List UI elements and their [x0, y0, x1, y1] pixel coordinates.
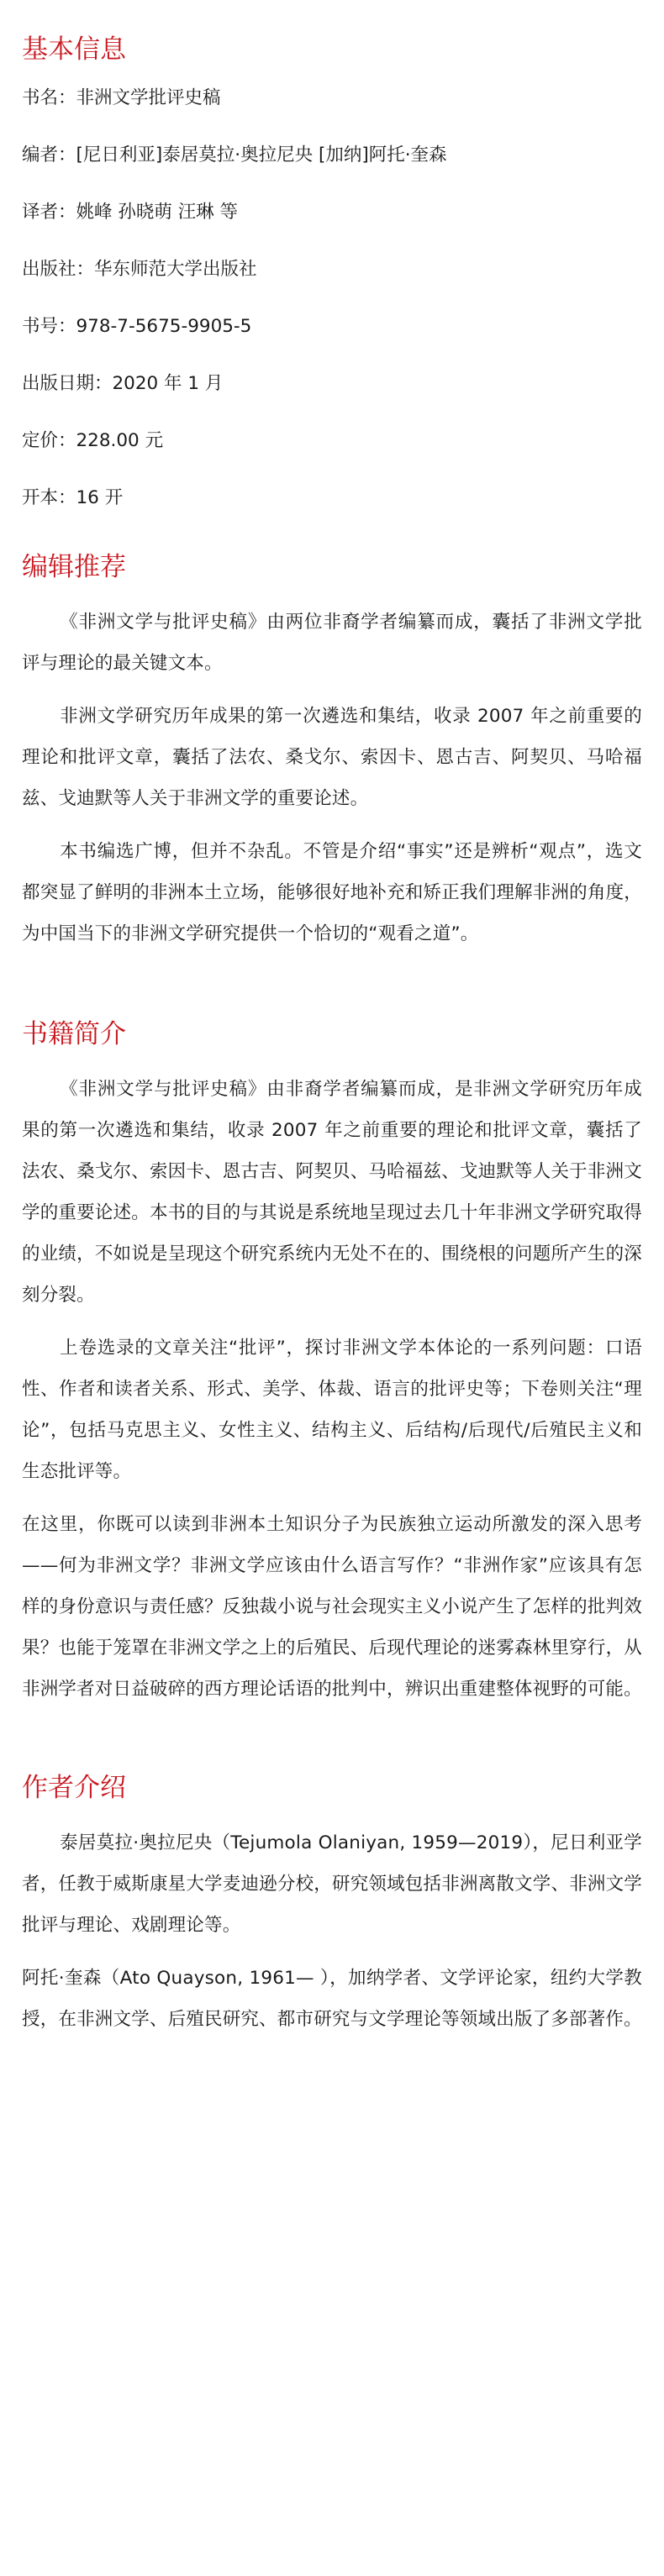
book-summary-heading: 书籍简介 [22, 1019, 126, 1049]
author-intro-section [22, 1769, 642, 2040]
book-summary-section [22, 1015, 642, 1710]
info-format: 开本：16 开 [22, 487, 124, 508]
info-editors: 编者：[尼日利亚]泰居莫拉·奥拉尼央 [加纳]阿托·奎森 [22, 145, 447, 166]
editor-recommendation-section [22, 548, 642, 954]
info-translators: 译者：姚峰 孙晓萌 汪琳 等 [22, 202, 239, 223]
book-summary-body [22, 1069, 642, 1710]
basic-info-heading: 基本信息 [22, 34, 126, 65]
info-publish-date: 出版日期：2020 年 1 月 [22, 373, 224, 394]
editor-paragraph-1: 《非洲文学与批评史稿》由两位非裔学者编纂而成，囊括了非洲文学批评与理论的最关键文本。 [22, 612, 642, 674]
author-intro-heading: 作者介绍 [22, 1773, 126, 1803]
summary-paragraph-3: 在这里，你既可以读到非洲本土知识分子为民族独立运动所激发的深入思考——何为非洲文学？非洲文学应该由什么语言写作？“非洲作家”应该具有怎样的身份意识与责任感？反独裁小说与社会现实主义小说产生了怎样的批判效果？也能于笼罩在非洲文学之上的后殖民、后现代理论的迷雾森林里穿行，从非洲学者对日益破碎的西方理论话语的批判中，辨识出重建整体视野的可能。 [22, 1514, 642, 1700]
basic-info-list [22, 86, 642, 511]
info-price: 定价：228.00 元 [22, 430, 164, 451]
author-intro-body [22, 1822, 642, 2040]
summary-paragraph-1: 《非洲文学与批评史稿》由非裔学者编纂而成，是非洲文学研究历年成果的第一次遴选和集结，收录 2007 年之前重要的理论和批评文章，囊括了法农、桑戈尔、索因卡、恩古吉、阿契贝、马哈福兹、戈迪默等人关于非洲文学的重要论述。本书的目的与其说是系统地呈现过去几十年非洲文学研究取得的业绩，不如说是呈现这个研究系统内无处不在的、围绕根的问题所产生的深刻分裂。 [22, 1079, 642, 1306]
info-isbn: 书号：978-7-5675-9905-5 [22, 316, 252, 337]
editor-recommendation-body [22, 602, 642, 954]
editor-recommendation-heading: 编辑推荐 [22, 552, 126, 582]
editor-paragraph-2: 非洲文学研究历年成果的第一次遴选和集结，收录 2007 年之前重要的理论和批评文章，囊括了法农、桑戈尔、索因卡、恩古吉、阿契贝、马哈福兹、戈迪默等人关于非洲文学的重要论述。 [22, 706, 642, 809]
basic-info-section [22, 30, 642, 511]
summary-paragraph-2: 上卷选录的文章关注“批评”，探讨非洲文学本体论的一系列问题：口语性、作者和读者关系、形式、美学、体裁、语言的批评史等；下卷则关注“理论”，包括马克思主义、女性主义、结构主义、后结构/后现代/后殖民主义和生态批评等。 [22, 1338, 642, 1482]
editor-paragraph-3: 本书编选广博，但并不杂乱。不管是介绍“事实”还是辨析“观点”，选文都突显了鲜明的非洲本土立场，能够很好地补充和矫正我们理解非洲的角度，为中国当下的非洲文学研究提供一个恰切的“观看之道”。 [22, 841, 642, 944]
info-publisher: 出版社：华东师范大学出版社 [22, 259, 257, 280]
info-title: 书名：非洲文学批评史稿 [22, 87, 221, 108]
author-paragraph-2: 阿托·奎森（Ato Quayson, 1961— ），加纳学者、文学评论家，纽约大学教授，在非洲文学、后殖民研究、都市研究与文学理论等领域出版了多部著作。 [22, 1968, 642, 2030]
author-paragraph-1: 泰居莫拉·奥拉尼央（Tejumola Olaniyan, 1959—2019），尼日利亚学者，任教于威斯康星大学麦迪逊分校，研究领域包括非洲离散文学、非洲文学批评与理论、戏剧理论等。 [22, 1832, 642, 1936]
